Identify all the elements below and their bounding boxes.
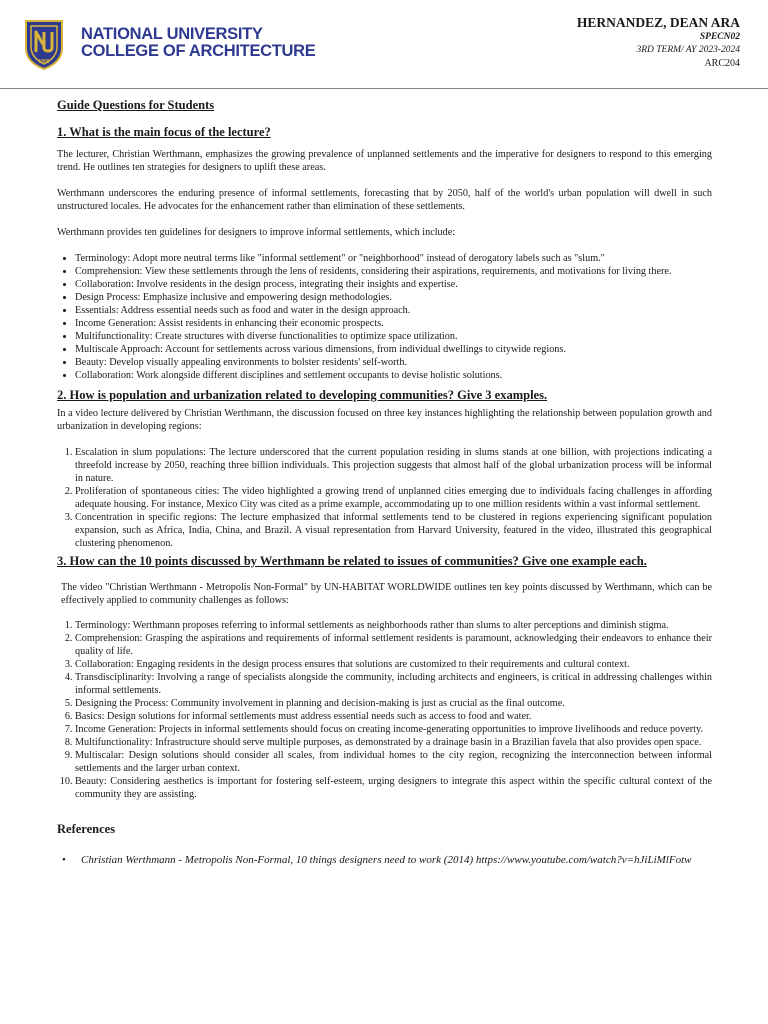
q1-paragraph-2: Werthmann underscores the enduring presence of informal settlements, forecasting that by 2050, half of the world's urban population will dwell in such unstructured locales. He advocates for the enhancement rather than elimination of these settlements.	[57, 188, 712, 212]
q3-points-list	[57, 619, 712, 801]
list-item: • Collaboration: Involve residents in the design process, integrating their insights and expertise.	[75, 278, 712, 291]
list-item: • Income Generation: Assist residents in enhancing their economic prospects.	[75, 317, 712, 330]
list-item: 1. Terminology: Werthmann proposes referring to informal settlements as neighborhoods rather than slums to alter perceptions and diminish stigma.	[75, 619, 712, 632]
list-item: 3. Collaboration: Engaging residents in the design process ensures that solutions are customized to their requirements and cultural context.	[75, 658, 712, 671]
list-item: • Multiscale Approach: Account for settlements across various dimensions, from individual dwellings to citywide regions.	[75, 343, 712, 356]
term-label: 3RD TERM/ AY 2023-2024	[636, 45, 740, 55]
q1-guidelines-list	[57, 252, 712, 382]
list-item: 2. Proliferation of spontaneous cities: The video highlighted a growing trend of unplanned cities emerging due to individuals facing challenges in affording adequate housing. For instance, Mexico City was cited as a prime example, accommodating up to one million residents within a vast informal settlement.	[75, 485, 712, 511]
university-name-block	[81, 26, 316, 60]
course-code: ARC204	[704, 58, 740, 69]
list-item: • Terminology: Adopt more neutral terms like "informal settlement" or "neighborhood" instead of derogatory labels such as "slum."	[75, 252, 712, 265]
college-name: COLLEGE OF ARCHITECTURE	[81, 42, 316, 60]
list-item: 2. Comprehension: Grasping the aspirations and requirements of informal settlement residents is paramount, acknowledging their endeavors to enhance their quality of life.	[75, 632, 712, 658]
list-item: 8. Multifunctionality: Infrastructure should serve multiple purposes, as demonstrated by a drainage basin in a Brazilian favela that also provides open space.	[75, 736, 712, 749]
list-item: • Comprehension: View these settlements through the lens of residents, considering their aspirations, requirements, and motivations for living there.	[75, 265, 712, 278]
list-item: 6. Basics: Design solutions for informal settlements must address essential needs such as access to food and water.	[75, 710, 712, 723]
q3-intro: The video "Christian Werthmann - Metropolis Non-Formal" by UN-HABITAT WORLDWIDE outlines ten key points discussed by Werthmann, which can be effectively applied to community challenges as follows:	[61, 582, 712, 606]
student-name: HERNANDEZ, DEAN ARA	[576, 15, 740, 30]
q3-heading: 3. How can the 10 points discussed by Werthmann be related to issues of communities? Give one example each.	[57, 554, 647, 568]
list-item: 10. Beauty: Considering aesthetics is important for fostering self-esteem, urging designers to integrate this aspect within the specific cultural context of the community they are assisting.	[75, 775, 712, 801]
logo-year: 1900	[38, 59, 50, 65]
section-code: SPECN02	[699, 32, 740, 42]
q1-paragraph-1: The lecturer, Christian Werthmann, emphasizes the growing prevalence of unplanned settlements and the imperative for designers to respond to this emerging trend. He outlines ten strategies for designers to uplift these areas.	[57, 149, 712, 173]
q1-paragraph-3: Werthmann provides ten guidelines for designers to improve informal settlements, which include:	[57, 227, 456, 238]
list-item: 3. Concentration in specific regions: The lecture emphasized that informal settlements tend to be clustered in regions experiencing significant population expansion, such as Africa, India, China, and Brazil. A visual representation from Harvard University, featured in the video, illustrated this geographical clustering phenomenon.	[75, 511, 712, 550]
list-item: • Beauty: Develop visually appealing environments to bolster residents' self-worth.	[75, 356, 712, 369]
list-item: 1. Escalation in slum populations: The lecture underscored that the current population residing in slums stands at one billion, with projections indicating a threefold increase by 2050, reaching three billion individuals. This projection suggests that almost half of the global urbanization process will be informal in nature.	[75, 446, 712, 485]
list-item: 7. Income Generation: Projects in informal settlements should focus on creating income-generating opportunities to improve livelihoods and reduce poverty.	[75, 723, 712, 736]
list-item: • Essentials: Address essential needs such as food and water in the design approach.	[75, 304, 712, 317]
university-name: NATIONAL UNIVERSITY	[81, 25, 263, 43]
header-divider	[0, 88, 768, 89]
reference-item	[57, 852, 712, 868]
references-heading: References	[57, 822, 116, 836]
list-item: • Design Process: Emphasize inclusive and empowering design methodologies.	[75, 291, 712, 304]
q2-intro: In a video lecture delivered by Christian Werthmann, the discussion focused on three key instances highlighting the relationship between population growth and urbanization in developing regions:	[57, 408, 712, 432]
q2-examples-list	[57, 446, 712, 550]
q2-heading: 2. How is population and urbanization related to developing communities? Give 3 examples.	[57, 388, 548, 402]
student-info	[577, 15, 740, 70]
list-item: • Collaboration: Work alongside different disciplines and settlement occupants to devise holistic solutions.	[75, 369, 712, 382]
q1-heading: 1. What is the main focus of the lecture?	[57, 125, 271, 139]
document-body	[57, 98, 712, 868]
reference-text: Christian Werthmann - Metropolis Non-Formal, 10 things designers need to work (2014) https://www.youtube.com/watch?v=hJiLiMlFotw	[81, 854, 692, 866]
page-title: Guide Questions for Students	[57, 98, 215, 112]
list-item: 4. Transdisciplinarity: Involving a range of specialists alongside the community, including architects and engineers, is critical in addressing challenges within informal settlements.	[75, 671, 712, 697]
page-header	[0, 0, 768, 88]
list-item: • Multifunctionality: Create structures with diverse functionalities to optimize space utilization.	[75, 330, 712, 343]
list-item: 5. Designing the Process: Community involvement in planning and decision-making is just as crucial as the final outcome.	[75, 697, 712, 710]
bullet-icon: •	[62, 854, 66, 866]
list-item: 9. Multiscalar: Design solutions should consider all scales, from individual homes to the city region, recognizing the interconnection between informal settlements and the larger urban context.	[75, 749, 712, 775]
national-university-logo	[22, 18, 66, 70]
